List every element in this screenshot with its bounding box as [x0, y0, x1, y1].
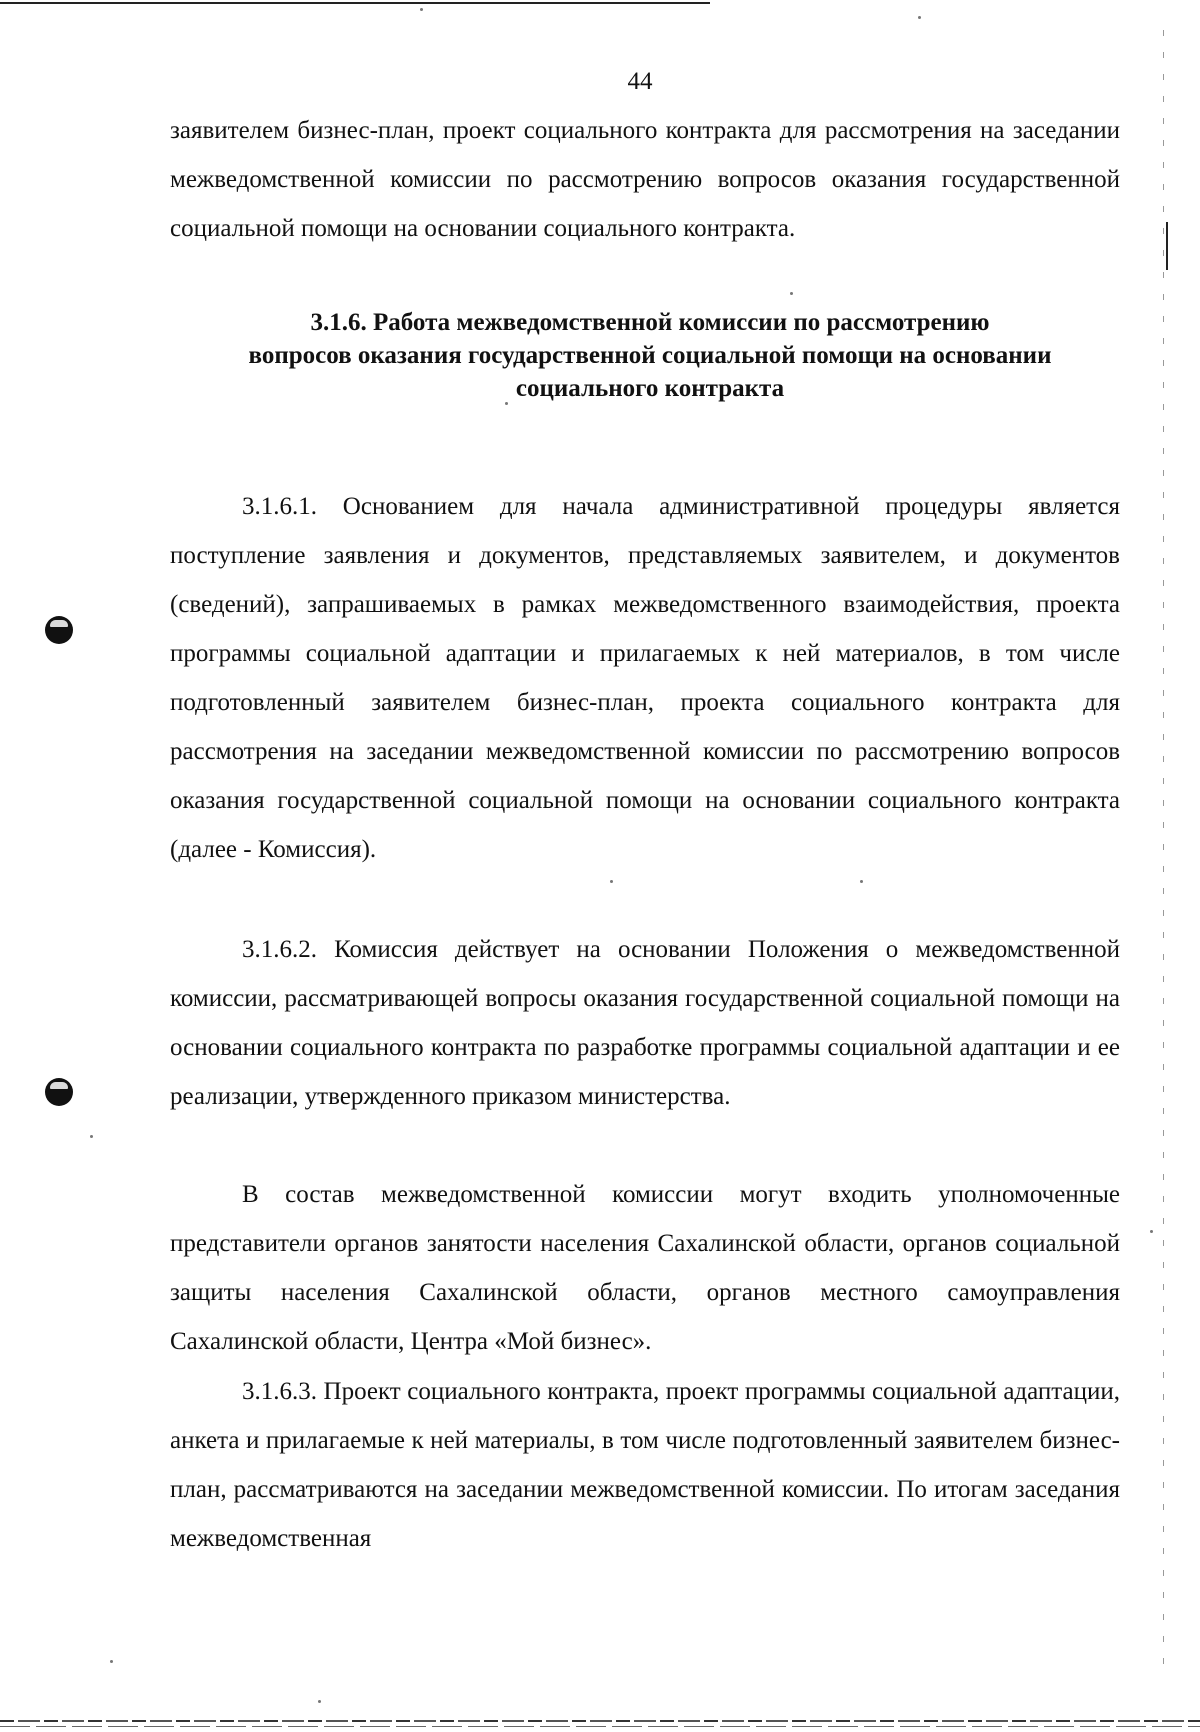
paragraph-3-1-6-3: 3.1.6.3. Проект социального контракта, проект программы социальной адаптации, анкета и прилагаемые к ней материалы, в том числе подготовленный заявителем бизнес-план, рассматриваются на заседании межведомственной комиссии. По итогам заседания межведомственная [170, 1378, 1120, 1552]
section-heading [175, 306, 1125, 405]
scan-speck [505, 402, 508, 405]
scan-speck [318, 1700, 321, 1703]
margin-mark [1166, 222, 1168, 270]
section-heading-line-3: социального контракта [515, 375, 785, 402]
bottom-scan-border [0, 1720, 1200, 1722]
page-number: 44 [627, 68, 653, 95]
section-heading-line-1: 3.1.6. Работа межведомственной комиссии по рассмотрению [310, 309, 990, 336]
paragraph-3-1-6-2: 3.1.6.2. Комиссия действует на основании Положения о межведомственной комиссии, рассматривающей вопросы оказания государственной социальной помощи на основании социального контракта по разработке программы социальной адаптации и ее реализации, утвержденного приказом министерства. [170, 936, 1120, 1110]
paragraph-commission-composition: В состав межведомственной комиссии могут входить уполномоченные представители органов занятости населения Сахалинской области, органов социальной защиты населения Сахалинской области, органов местного самоуправления Сахалинской области, Центра «Мой бизнес». [170, 1181, 1120, 1355]
right-scan-edge [1163, 30, 1164, 1680]
bottom-scan-border-secondary [0, 1726, 1200, 1727]
top-scan-border [0, 2, 710, 4]
scan-speck [110, 1660, 113, 1663]
intro-paragraph: заявителем бизнес-план, проект социального контракта для рассмотрения на заседании межведомственной комиссии по рассмотрению вопросов оказания государственной социальной помощи на основании социального контракта. [170, 117, 1120, 242]
punch-hole-icon [45, 616, 73, 644]
punch-hole-icon [45, 1078, 73, 1106]
scan-speck [420, 8, 423, 11]
scan-speck [860, 880, 863, 883]
scan-speck [90, 1135, 93, 1138]
scan-speck [790, 292, 793, 295]
scan-speck [1150, 1230, 1153, 1233]
scan-speck [610, 880, 613, 883]
paragraph-3-1-6-1: 3.1.6.1. Основанием для начала административной процедуры является поступление заявления и документов, представляемых заявителем, и документов (сведений), запрашиваемых в рамках межведомственного взаимодействия, проекта программы социальной адаптации и прилагаемых к ней материалов, в том числе подготовленный заявителем бизнес-план, проекта социального контракта для рассмотрения на заседании межведомственной комиссии по рассмотрению вопросов оказания государственной социальной помощи на основании социального контракта (далее - Комиссия). [170, 493, 1120, 863]
section-heading-line-2: вопросов оказания государственной социальной помощи на основании [248, 342, 1052, 369]
scan-speck [918, 16, 921, 19]
